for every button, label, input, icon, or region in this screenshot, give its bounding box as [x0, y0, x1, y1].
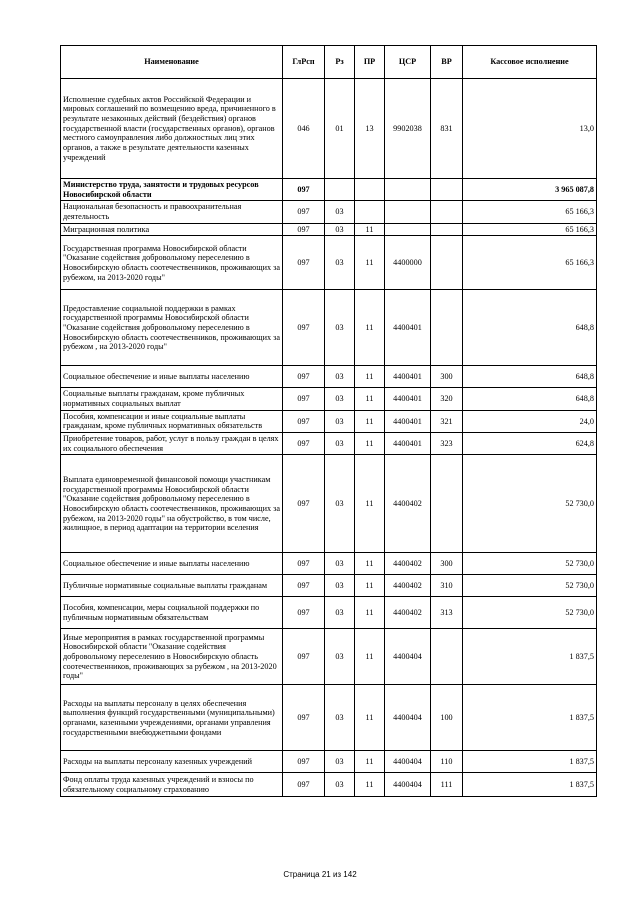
table-row	[61, 773, 597, 797]
row-amount: 65 166,3	[463, 201, 597, 223]
row-csr: 4400402	[385, 553, 431, 575]
row-name: Расходы на выплаты персоналу в целях обеспечения выполнения функций государственными (муниципальными) органами, казенными учреждениями, органами управления государственными внебюджетными фондами	[61, 685, 283, 751]
row-vr	[431, 290, 463, 366]
row-glrsp: 097	[283, 575, 325, 597]
row-amount: 24,0	[463, 410, 597, 432]
row-vr: 110	[431, 751, 463, 773]
row-glrsp: 097	[283, 751, 325, 773]
row-pr: 11	[355, 366, 385, 388]
row-csr: 4400404	[385, 751, 431, 773]
row-name: Иные мероприятия в рамках государственной программы Новосибирской области "Оказание содействия добровольному переселению в Новосибирскую область соотечественников, проживающих за рубежом , на 2013-2020 годы"	[61, 629, 283, 685]
table-row	[61, 629, 597, 685]
row-pr: 11	[355, 388, 385, 410]
column-header-rz: Рз	[325, 46, 355, 79]
row-glrsp: 097	[283, 366, 325, 388]
row-rz: 03	[325, 433, 355, 455]
row-glrsp: 097	[283, 236, 325, 290]
row-csr	[385, 179, 431, 201]
table-row	[61, 236, 597, 290]
table-header-row	[61, 46, 597, 79]
row-rz: 03	[325, 629, 355, 685]
row-vr: 320	[431, 388, 463, 410]
row-rz: 03	[325, 290, 355, 366]
row-glrsp: 097	[283, 290, 325, 366]
row-name: Расходы на выплаты персоналу казенных учреждений	[61, 751, 283, 773]
row-vr: 300	[431, 366, 463, 388]
row-glrsp: 097	[283, 201, 325, 223]
table-row	[61, 455, 597, 553]
row-glrsp: 097	[283, 597, 325, 629]
row-amount: 1 837,5	[463, 629, 597, 685]
row-amount: 624,8	[463, 433, 597, 455]
row-pr: 11	[355, 629, 385, 685]
row-vr: 321	[431, 410, 463, 432]
row-name: Выплата единовременной финансовой помощи участникам государственной программы Новосибирской области "Оказание содействия добровольному переселению в Новосибирскую область соотечественников, проживающих за рубежом, на 2013-2020 годы" на обустройство, в том числе, жилищное, в период адаптации на территории вселения	[61, 455, 283, 553]
row-name: Пособия, компенсации, меры социальной поддержки по публичным нормативным обязательствам	[61, 597, 283, 629]
row-csr	[385, 201, 431, 223]
row-rz: 03	[325, 751, 355, 773]
row-amount: 52 730,0	[463, 597, 597, 629]
row-rz	[325, 179, 355, 201]
row-amount: 648,8	[463, 290, 597, 366]
row-amount: 648,8	[463, 388, 597, 410]
row-glrsp: 097	[283, 629, 325, 685]
row-csr: 4400404	[385, 629, 431, 685]
row-vr: 310	[431, 575, 463, 597]
row-name: Национальная безопасность и правоохранительная деятельность	[61, 201, 283, 223]
row-pr	[355, 179, 385, 201]
row-vr: 323	[431, 433, 463, 455]
row-vr	[431, 455, 463, 553]
row-pr: 11	[355, 773, 385, 797]
column-header-amount: Кассовое исполнение	[463, 46, 597, 79]
row-glrsp: 097	[283, 773, 325, 797]
row-pr: 11	[355, 410, 385, 432]
row-amount: 13,0	[463, 79, 597, 179]
row-name: Социальные выплаты гражданам, кроме публичных нормативных социальных выплат	[61, 388, 283, 410]
row-vr: 111	[431, 773, 463, 797]
row-glrsp: 097	[283, 410, 325, 432]
row-vr: 300	[431, 553, 463, 575]
row-pr: 11	[355, 553, 385, 575]
row-rz: 03	[325, 553, 355, 575]
row-csr: 9902038	[385, 79, 431, 179]
row-name: Социальное обеспечение и иные выплаты населению	[61, 366, 283, 388]
row-name: Государственная программа Новосибирской области "Оказание содействия добровольному переселению в Новосибирскую область соотечественников, проживающих за рубежом, на 2013-2020 годы"	[61, 236, 283, 290]
table-row	[61, 223, 597, 236]
row-pr: 11	[355, 290, 385, 366]
row-amount: 1 837,5	[463, 685, 597, 751]
row-rz: 03	[325, 773, 355, 797]
row-csr	[385, 223, 431, 236]
row-vr: 831	[431, 79, 463, 179]
row-amount: 3 965 087,8	[463, 179, 597, 201]
row-pr	[355, 201, 385, 223]
row-amount: 648,8	[463, 366, 597, 388]
row-glrsp: 097	[283, 455, 325, 553]
table-row	[61, 79, 597, 179]
row-csr: 4400402	[385, 575, 431, 597]
row-amount: 52 730,0	[463, 455, 597, 553]
row-name: Миграционная политика	[61, 223, 283, 236]
row-rz: 03	[325, 455, 355, 553]
row-pr: 11	[355, 751, 385, 773]
row-rz: 03	[325, 236, 355, 290]
table-row	[61, 685, 597, 751]
row-vr	[431, 201, 463, 223]
table-row	[61, 410, 597, 432]
row-amount: 65 166,3	[463, 223, 597, 236]
row-glrsp: 097	[283, 553, 325, 575]
row-pr: 13	[355, 79, 385, 179]
column-header-csr: ЦСР	[385, 46, 431, 79]
row-name: Министерство труда, занятости и трудовых ресурсов Новосибирской области	[61, 179, 283, 201]
column-header-vr: ВР	[431, 46, 463, 79]
row-name: Исполнение судебных актов Российской Федерации и мировых соглашений по возмещению вреда, причиненного в результате незаконных действий (бездействия) органов государственной власти (государственных органов), органов местного самоуправления либо должностных лиц этих органов, а также в результате деятельности казенных учреждений	[61, 79, 283, 179]
row-csr: 4400401	[385, 366, 431, 388]
table-row	[61, 575, 597, 597]
row-glrsp: 097	[283, 179, 325, 201]
table-row	[61, 751, 597, 773]
table-row	[61, 366, 597, 388]
row-vr	[431, 629, 463, 685]
row-csr: 4400402	[385, 597, 431, 629]
row-glrsp: 097	[283, 223, 325, 236]
table-row	[61, 553, 597, 575]
table-row	[61, 433, 597, 455]
row-pr: 11	[355, 455, 385, 553]
budget-table	[60, 45, 597, 797]
row-pr: 11	[355, 685, 385, 751]
row-name: Социальное обеспечение и иные выплаты населению	[61, 553, 283, 575]
row-amount: 52 730,0	[463, 575, 597, 597]
table-row	[61, 597, 597, 629]
row-csr: 4400401	[385, 290, 431, 366]
row-amount: 1 837,5	[463, 773, 597, 797]
row-amount: 65 166,3	[463, 236, 597, 290]
row-rz: 03	[325, 597, 355, 629]
row-glrsp: 046	[283, 79, 325, 179]
column-header-name: Наименование	[61, 46, 283, 79]
row-csr: 4400000	[385, 236, 431, 290]
row-pr: 11	[355, 575, 385, 597]
row-rz: 03	[325, 575, 355, 597]
row-vr	[431, 223, 463, 236]
column-header-pr: ПР	[355, 46, 385, 79]
column-header-glrsp: ГлРсп	[283, 46, 325, 79]
row-vr	[431, 236, 463, 290]
table-row	[61, 388, 597, 410]
row-rz: 03	[325, 388, 355, 410]
table-body	[61, 79, 597, 797]
row-glrsp: 097	[283, 433, 325, 455]
page-footer: Страница 21 из 142	[283, 870, 357, 879]
row-rz: 03	[325, 223, 355, 236]
table-row	[61, 290, 597, 366]
row-csr: 4400401	[385, 388, 431, 410]
row-csr: 4400402	[385, 455, 431, 553]
row-name: Предоставление социальной поддержки в рамках государственной программы Новосибирской области "Оказание содействия добровольному переселению в Новосибирскую область соотечественников, проживающих за рубежом , на 2013-2020 годы"	[61, 290, 283, 366]
row-vr	[431, 179, 463, 201]
row-pr: 11	[355, 236, 385, 290]
row-name: Пособия, компенсации и иные социальные выплаты гражданам, кроме публичных нормативных обязательств	[61, 410, 283, 432]
row-pr: 11	[355, 223, 385, 236]
row-rz: 03	[325, 410, 355, 432]
row-glrsp: 097	[283, 388, 325, 410]
row-vr: 100	[431, 685, 463, 751]
table-row	[61, 201, 597, 223]
table-row	[61, 179, 597, 201]
row-rz: 03	[325, 366, 355, 388]
row-name: Приобретение товаров, работ, услуг в пользу граждан в целях их социального обеспечения	[61, 433, 283, 455]
row-amount: 1 837,5	[463, 751, 597, 773]
row-rz: 01	[325, 79, 355, 179]
row-name: Фонд оплаты труда казенных учреждений и взносы по обязательному социальному страхованию	[61, 773, 283, 797]
row-csr: 4400404	[385, 685, 431, 751]
row-rz: 03	[325, 685, 355, 751]
row-glrsp: 097	[283, 685, 325, 751]
row-pr: 11	[355, 433, 385, 455]
row-csr: 4400401	[385, 433, 431, 455]
row-pr: 11	[355, 597, 385, 629]
row-csr: 4400401	[385, 410, 431, 432]
row-amount: 52 730,0	[463, 553, 597, 575]
row-csr: 4400404	[385, 773, 431, 797]
row-name: Публичные нормативные социальные выплаты гражданам	[61, 575, 283, 597]
row-rz: 03	[325, 201, 355, 223]
row-vr: 313	[431, 597, 463, 629]
